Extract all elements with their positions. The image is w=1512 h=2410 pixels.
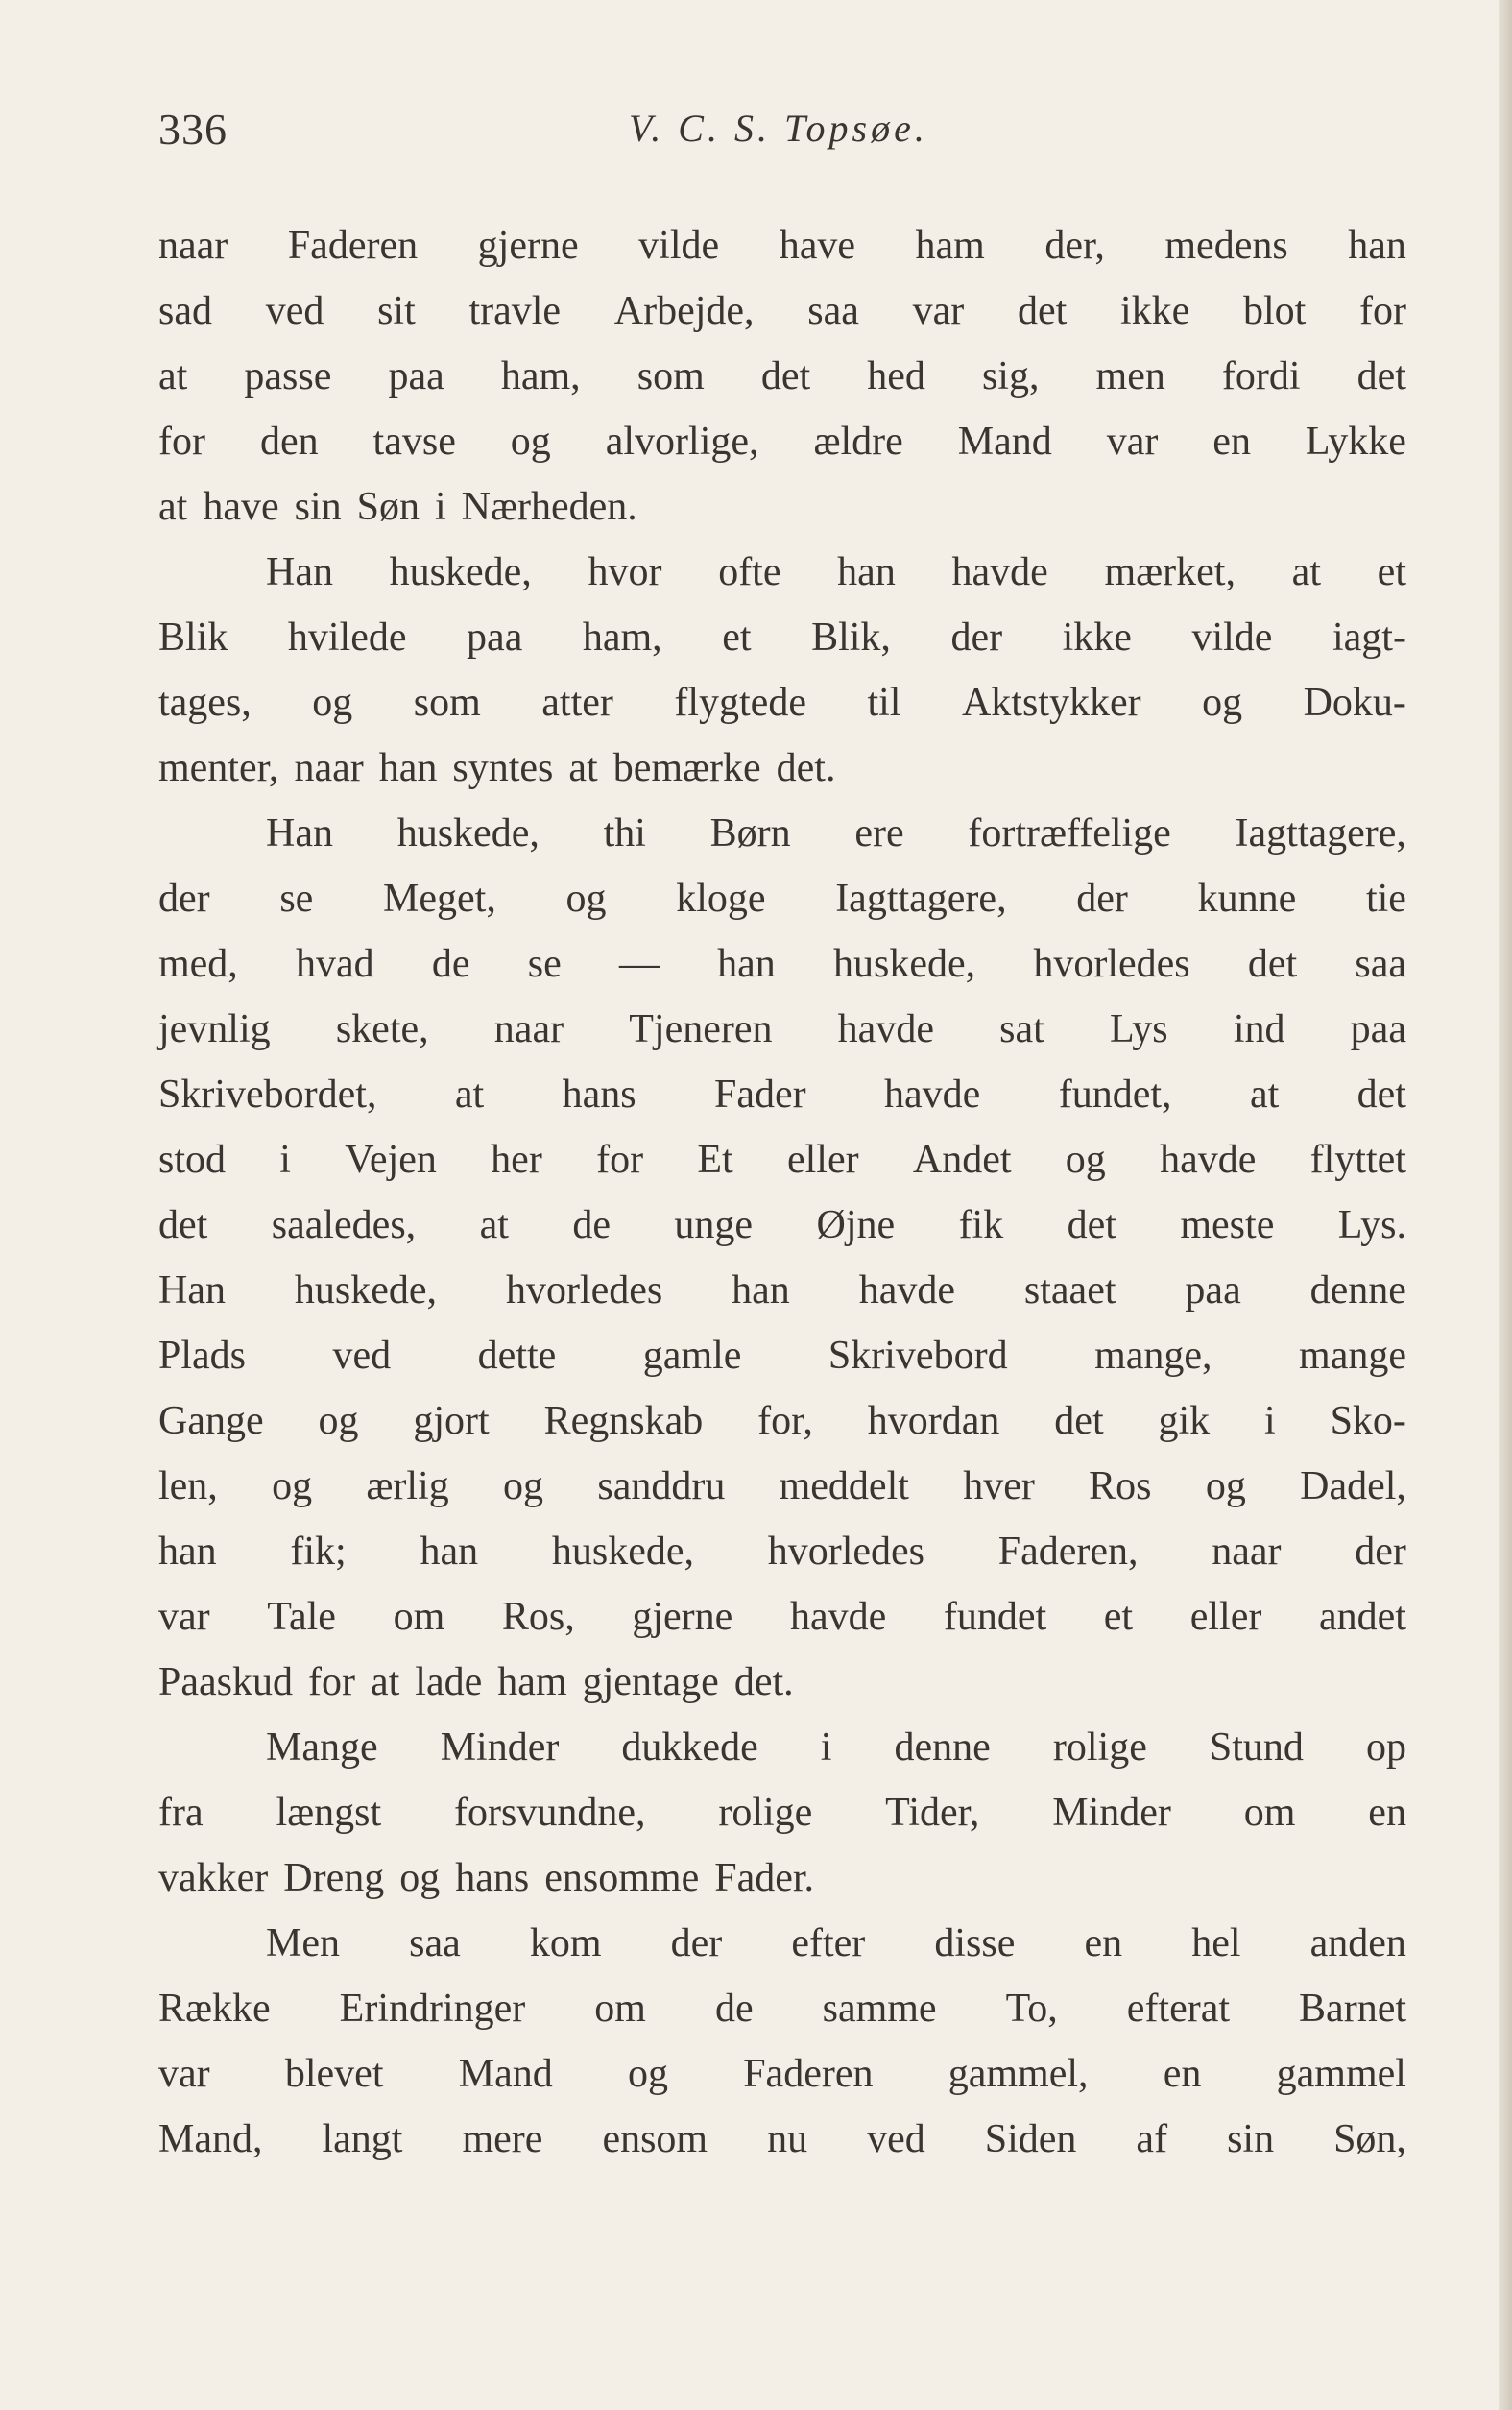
word: her	[491, 1138, 542, 1182]
word: naar	[158, 224, 228, 268]
word: dukkede	[621, 1725, 758, 1770]
word: mere	[462, 2117, 543, 2161]
word: hvilede	[287, 615, 407, 660]
word: for	[596, 1138, 644, 1182]
word: vakker	[158, 1856, 269, 1900]
word: en	[1368, 1791, 1406, 1835]
word: og	[627, 2052, 668, 2096]
word: for,	[757, 1399, 813, 1443]
word: mange,	[1094, 1334, 1212, 1378]
word: hvorledes	[1033, 942, 1190, 986]
word: anden	[1309, 1921, 1406, 1965]
word: et	[1377, 550, 1406, 594]
word: for	[158, 420, 205, 464]
text-line	[158, 735, 1406, 801]
word: ofte	[718, 550, 781, 594]
word: i	[1264, 1399, 1276, 1443]
text-line	[158, 1715, 1406, 1780]
word: Doku-	[1303, 681, 1406, 725]
word: havde	[789, 1595, 887, 1639]
word: og	[565, 877, 607, 921]
word: det	[1247, 942, 1298, 986]
word: gik	[1158, 1399, 1211, 1443]
word: Siden	[984, 2117, 1077, 2161]
word: blevet	[284, 2052, 384, 2096]
word: det	[1017, 289, 1068, 333]
word: saaledes,	[271, 1203, 417, 1247]
word: om	[393, 1595, 445, 1639]
word: sat	[999, 1007, 1044, 1051]
word: se	[527, 942, 562, 986]
word: huskede,	[389, 550, 532, 594]
word: fik;	[290, 1530, 347, 1574]
word: flygtede	[674, 681, 806, 725]
word: og	[318, 1399, 359, 1443]
word: i	[820, 1725, 832, 1770]
word: op	[1366, 1725, 1406, 1770]
word: hvad	[296, 942, 374, 986]
word: Tider,	[885, 1791, 980, 1835]
word: af	[1136, 2117, 1168, 2161]
word: vilde	[638, 224, 720, 268]
text-line	[158, 1127, 1406, 1193]
text-line	[158, 1062, 1406, 1127]
text-line	[158, 540, 1406, 605]
word: og	[1205, 1464, 1246, 1508]
word: blot	[1242, 289, 1307, 333]
word: Ros	[1089, 1464, 1152, 1508]
word: med,	[158, 942, 238, 986]
word: hans	[455, 1856, 530, 1900]
word: Fader	[713, 1072, 806, 1117]
page-edge	[1499, 0, 1512, 2410]
word: Skrivebord	[828, 1334, 1008, 1378]
word: ikke	[1119, 289, 1190, 333]
word: disse	[934, 1921, 1016, 1965]
word: gamle	[642, 1334, 742, 1378]
word: Mange	[266, 1725, 378, 1770]
word: den	[259, 420, 319, 464]
word: fundet,	[1058, 1072, 1172, 1117]
word: og	[510, 420, 551, 464]
word: fundet	[943, 1595, 1047, 1639]
word: paa	[467, 615, 523, 660]
word: Minder	[1052, 1791, 1171, 1835]
word: tages,	[158, 681, 252, 725]
word: Lys	[1109, 1007, 1168, 1051]
word: Han	[266, 550, 333, 594]
word: om	[1243, 1791, 1296, 1835]
running-head	[158, 104, 1406, 161]
word: menter,	[158, 746, 279, 790]
word: ærlig	[366, 1464, 449, 1508]
text-line	[158, 931, 1406, 997]
word: han	[1348, 224, 1406, 268]
word: len,	[158, 1464, 218, 1508]
word: naar	[294, 746, 364, 790]
word: eller	[1189, 1595, 1262, 1639]
text-line	[158, 866, 1406, 931]
word: Lys.	[1337, 1203, 1406, 1247]
word: have	[203, 485, 279, 529]
word: Mand,	[158, 2117, 263, 2161]
word: Børn	[709, 811, 791, 856]
word: Række	[158, 1987, 271, 2031]
word: gammel	[1276, 2052, 1406, 2096]
text-line	[158, 997, 1406, 1062]
word: og	[1065, 1138, 1106, 1182]
word: han	[732, 1268, 790, 1313]
word: var	[158, 1595, 210, 1639]
word: gjerne	[477, 224, 579, 268]
word: de	[572, 1203, 611, 1247]
word: Paaskud	[158, 1660, 293, 1704]
word: fordi	[1221, 354, 1301, 398]
word: Tale	[267, 1595, 336, 1639]
word: ham	[915, 224, 985, 268]
word: en	[1163, 2052, 1202, 2096]
word: han	[837, 550, 896, 594]
word: han	[717, 942, 776, 986]
word: sin	[1227, 2117, 1275, 2161]
text-line	[158, 605, 1406, 670]
word: alvorlige,	[605, 420, 759, 464]
word: sin	[294, 485, 342, 529]
word: Søn	[356, 485, 420, 529]
running-title: V. C. S. Topsøe.	[629, 107, 928, 150]
word: ham,	[582, 615, 662, 660]
word: medens	[1164, 224, 1288, 268]
word: Et	[697, 1138, 733, 1182]
text-line	[158, 474, 1406, 540]
word: hel	[1191, 1921, 1241, 1965]
word: fik	[958, 1203, 1004, 1247]
word: saa	[409, 1921, 461, 1965]
word: som	[636, 354, 705, 398]
word: hvordan	[867, 1399, 1000, 1443]
word: længst	[276, 1791, 382, 1835]
word: det	[158, 1203, 208, 1247]
word: Arbejde,	[613, 289, 755, 333]
text-line	[158, 1388, 1406, 1454]
word: kom	[529, 1921, 602, 1965]
word: Aktstykker	[961, 681, 1141, 725]
text-line	[158, 801, 1406, 866]
word: der	[950, 615, 1003, 660]
word: samme	[822, 1987, 937, 2031]
text-line	[158, 1976, 1406, 2041]
word: Sko-	[1330, 1399, 1406, 1443]
word: kunne	[1197, 877, 1297, 921]
word: der	[1076, 877, 1128, 921]
word: sig,	[981, 354, 1040, 398]
word: huskede,	[396, 811, 540, 856]
text-line	[158, 213, 1406, 278]
word: gjort	[413, 1399, 490, 1443]
word: i	[434, 485, 446, 529]
word: til	[867, 681, 901, 725]
text-line	[158, 1780, 1406, 1845]
word: det	[760, 354, 811, 398]
word: men	[1095, 354, 1165, 398]
word: paa	[1350, 1007, 1406, 1051]
word: huskede,	[294, 1268, 438, 1313]
word: sit	[377, 289, 416, 333]
word: Gange	[158, 1399, 264, 1443]
word: hans	[562, 1072, 636, 1117]
word: havde	[858, 1268, 955, 1313]
word: huskede,	[551, 1530, 694, 1574]
word: sanddru	[597, 1464, 726, 1508]
word: og	[1202, 681, 1243, 725]
word: naar	[1212, 1530, 1282, 1574]
word: stod	[158, 1138, 227, 1182]
word: tie	[1365, 877, 1406, 921]
word: Blik	[158, 615, 228, 660]
word: unge	[674, 1203, 754, 1247]
text-line	[158, 1258, 1406, 1323]
word: ved	[265, 289, 324, 333]
text-line	[158, 1584, 1406, 1650]
word: hvorledes	[505, 1268, 663, 1313]
word: eller	[786, 1138, 859, 1182]
word: travle	[468, 289, 562, 333]
word: meddelt	[779, 1464, 909, 1508]
word: efter	[791, 1921, 866, 1965]
word: havde	[1160, 1138, 1257, 1182]
word: at	[158, 354, 188, 398]
body-text	[158, 213, 1406, 2172]
word: saa	[1355, 942, 1406, 986]
word: ham,	[500, 354, 581, 398]
word: Skrivebordet,	[158, 1072, 377, 1117]
word: en	[1212, 420, 1251, 464]
text-line	[158, 2041, 1406, 2107]
word: hver	[963, 1464, 1035, 1508]
word: Mand	[957, 420, 1052, 464]
word: Iagttagere,	[1235, 811, 1406, 856]
word: hvorledes	[767, 1530, 925, 1574]
word: om	[594, 1987, 646, 2031]
word: Ros,	[501, 1595, 575, 1639]
text-line	[158, 1519, 1406, 1584]
word: naar	[493, 1007, 564, 1051]
word: Dadel,	[1300, 1464, 1406, 1508]
word: var	[912, 289, 965, 333]
word: staaet	[1023, 1268, 1116, 1313]
word: rolige	[718, 1791, 813, 1835]
word: at	[370, 1660, 400, 1704]
word: bemærke	[612, 746, 761, 790]
word: denne	[894, 1725, 991, 1770]
word: for	[1359, 289, 1406, 333]
word: saa	[807, 289, 859, 333]
word: Stund	[1209, 1725, 1304, 1770]
text-line	[158, 1845, 1406, 1911]
word: ikke	[1062, 615, 1132, 660]
word: rolige	[1052, 1725, 1147, 1770]
text-line	[158, 1650, 1406, 1715]
word: Mand	[458, 2052, 553, 2096]
word: ham	[497, 1660, 567, 1704]
word: der	[158, 877, 210, 921]
word: thi	[603, 811, 646, 856]
word: mange	[1299, 1334, 1406, 1378]
word: ved	[867, 2117, 925, 2161]
word: det.	[776, 746, 836, 790]
word: paa	[388, 354, 444, 398]
word: paa	[1185, 1268, 1241, 1313]
word: meste	[1180, 1203, 1275, 1247]
text-line	[158, 1454, 1406, 1519]
word: det.	[733, 1660, 794, 1704]
word: et	[722, 615, 752, 660]
word: et	[1103, 1595, 1134, 1639]
word: de	[431, 942, 470, 986]
text-line	[158, 1911, 1406, 1976]
word: sad	[158, 289, 212, 333]
text-line	[158, 409, 1406, 474]
word: ere	[854, 811, 904, 856]
word: ind	[1233, 1007, 1285, 1051]
word: —	[618, 942, 660, 986]
word: iagt-	[1332, 615, 1406, 660]
word: Dreng	[283, 1856, 385, 1900]
word: fortræffelige	[968, 811, 1171, 856]
word: Men	[266, 1921, 340, 1965]
word: Øjne	[816, 1203, 896, 1247]
word: at	[454, 1072, 485, 1117]
word: havde	[951, 550, 1048, 594]
word: gammel,	[948, 2052, 1089, 2096]
word: mærket,	[1104, 550, 1236, 594]
word: syntes	[452, 746, 554, 790]
word: ensomme	[544, 1856, 700, 1900]
word: der,	[1044, 224, 1105, 268]
word: var	[1106, 420, 1159, 464]
word: Faderen	[287, 224, 419, 268]
text-line	[158, 278, 1406, 344]
word: To,	[1005, 1987, 1058, 2031]
word: han	[378, 746, 438, 790]
word: en	[1084, 1921, 1123, 1965]
word: at	[568, 746, 598, 790]
word: det	[1356, 354, 1406, 398]
text-line	[158, 2107, 1406, 2172]
word: Regnskab	[543, 1399, 704, 1443]
text-line	[158, 1193, 1406, 1258]
word: Iagttagere,	[835, 877, 1007, 921]
word: havde	[884, 1072, 981, 1117]
word: det	[1067, 1203, 1116, 1247]
word: at	[1249, 1072, 1280, 1117]
word: Nærheden.	[461, 485, 637, 529]
word: jevnlig	[158, 1007, 271, 1051]
text-line	[158, 344, 1406, 409]
word: forsvundne,	[454, 1791, 646, 1835]
word: og	[399, 1856, 441, 1900]
word: var	[158, 2052, 210, 2096]
text-line	[158, 1323, 1406, 1388]
word: Andet	[912, 1138, 1012, 1182]
word: fra	[158, 1791, 204, 1835]
word: Lykke	[1305, 420, 1406, 464]
word: lade	[415, 1660, 483, 1704]
word: han	[420, 1530, 479, 1574]
word: Erindringer	[339, 1987, 526, 2031]
word: Faderen,	[997, 1530, 1139, 1574]
word: ensom	[602, 2117, 708, 2161]
text-line	[158, 670, 1406, 735]
word: det	[1054, 1399, 1104, 1443]
word: denne	[1309, 1268, 1406, 1313]
word: for	[308, 1660, 355, 1704]
word: han	[158, 1530, 217, 1574]
word: gjerne	[632, 1595, 733, 1639]
word: de	[714, 1987, 754, 2031]
word: nu	[767, 2117, 808, 2161]
word: se	[279, 877, 314, 921]
word: dette	[477, 1334, 557, 1378]
word: langt	[322, 2117, 403, 2161]
word: Han	[266, 811, 333, 856]
word: flyttet	[1309, 1138, 1406, 1182]
word: som	[413, 681, 481, 725]
word: Minder	[440, 1725, 560, 1770]
word: hvor	[588, 550, 662, 594]
word: der	[670, 1921, 723, 1965]
word: atter	[541, 681, 613, 725]
word: at	[479, 1203, 509, 1247]
word: Fader.	[714, 1856, 815, 1900]
word: det	[1356, 1072, 1406, 1117]
word: passe	[244, 354, 332, 398]
word: Blik,	[811, 615, 891, 660]
word: skete,	[335, 1007, 429, 1051]
word: Meget,	[383, 877, 496, 921]
word: tavse	[372, 420, 456, 464]
word: kloge	[676, 877, 766, 921]
word: havde	[837, 1007, 934, 1051]
word: ældre	[813, 420, 903, 464]
word: hed	[867, 354, 925, 398]
word: huskede,	[833, 942, 976, 986]
word: ved	[332, 1334, 392, 1378]
word: der	[1355, 1530, 1406, 1574]
word: Søn,	[1333, 2117, 1406, 2161]
word: og	[272, 1464, 313, 1508]
word: Barnet	[1299, 1987, 1406, 2031]
word: Tjeneren	[629, 1007, 773, 1051]
word: andet	[1318, 1595, 1406, 1639]
word: og	[312, 681, 353, 725]
word: Plads	[158, 1334, 247, 1378]
word: at	[1291, 550, 1321, 594]
word: have	[779, 224, 855, 268]
word: og	[503, 1464, 544, 1508]
word: Faderen	[743, 2052, 874, 2096]
word: vilde	[1191, 615, 1273, 660]
word: Han	[158, 1268, 226, 1313]
page-number: 336	[158, 105, 228, 154]
word: at	[158, 485, 188, 529]
word: i	[279, 1138, 291, 1182]
word: efterat	[1126, 1987, 1231, 2031]
word: gjentage	[582, 1660, 719, 1704]
word: Vejen	[345, 1138, 437, 1182]
